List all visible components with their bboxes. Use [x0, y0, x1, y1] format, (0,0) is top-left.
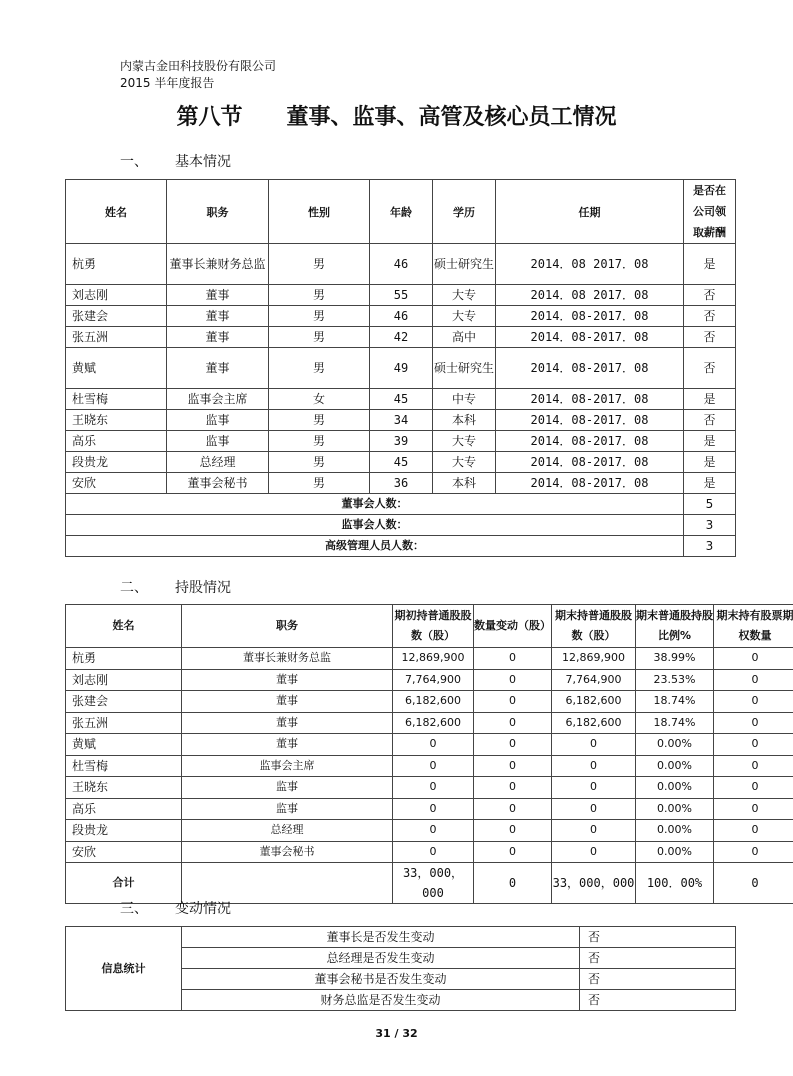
role-cell: 董事 [182, 691, 393, 713]
table-row [66, 648, 793, 670]
change-item-cell: 董事长是否发生变动 [182, 927, 580, 948]
section-number: 二、 [120, 580, 148, 596]
table-row [66, 327, 736, 348]
name-cell: 高乐 [66, 431, 167, 452]
change-cell: 0 [474, 820, 552, 842]
table-row [66, 927, 736, 948]
name-cell: 王晓东 [66, 777, 182, 799]
total-label: 合计 [66, 863, 182, 904]
name-cell: 杜雪梅 [66, 755, 182, 777]
options-cell: 0 [714, 798, 793, 820]
term-cell: 2014．08-2017．08 [496, 327, 684, 348]
education-cell: 本科 [433, 410, 496, 431]
header-cell: 职务 [167, 180, 269, 244]
header-cell: 数量变动（股） [474, 605, 552, 648]
end-shares-cell: 0 [552, 734, 636, 756]
page-title: 第八节 董事、监事、高管及核心员工情况 [176, 105, 617, 130]
change-value-cell: 否 [580, 948, 736, 969]
start-shares-cell: 6,182,600 [393, 691, 474, 713]
change-cell: 0 [474, 712, 552, 734]
header-cell [684, 180, 736, 244]
name-cell: 黄赋 [66, 348, 167, 389]
gender-cell: 男 [269, 348, 370, 389]
change-value-cell: 否 [580, 990, 736, 1011]
change-cell: 0 [474, 691, 552, 713]
total-pct: 100．00% [636, 863, 714, 904]
name-cell: 杭勇 [66, 244, 167, 285]
section-number: 一、 [120, 154, 148, 170]
start-shares-cell: 6,182,600 [393, 712, 474, 734]
role-cell: 董事长兼财务总监 [182, 648, 393, 670]
section-heading-holdings [120, 577, 231, 597]
change-cell: 0 [474, 755, 552, 777]
table-row [66, 691, 793, 713]
options-cell: 0 [714, 777, 793, 799]
percent-cell: 18.74% [636, 712, 714, 734]
table-row [66, 431, 736, 452]
change-cell: 0 [474, 777, 552, 799]
percent-cell: 18.74% [636, 691, 714, 713]
role-cell: 监事 [167, 431, 269, 452]
role-cell: 董事 [182, 712, 393, 734]
name-cell: 张五洲 [66, 712, 182, 734]
info-stats-label: 信息统计 [66, 927, 182, 1011]
salary-cell: 否 [684, 327, 736, 348]
education-cell: 高中 [433, 327, 496, 348]
salary-cell: 是 [684, 473, 736, 494]
start-shares-cell: 0 [393, 755, 474, 777]
table-row [66, 285, 736, 306]
section-title: 基本情况 [175, 154, 231, 170]
table-row [66, 755, 793, 777]
change-cell: 0 [474, 734, 552, 756]
term-cell: 2014．08-2017．08 [496, 452, 684, 473]
table-row [66, 306, 736, 327]
change-value-cell: 否 [580, 927, 736, 948]
company-name: 内蒙古金田科技股份有限公司 [120, 59, 277, 73]
header-cell: 年龄 [370, 180, 433, 244]
table-header-row [66, 605, 793, 648]
header-line: 公司领 [693, 205, 726, 218]
percent-cell: 38.99% [636, 648, 714, 670]
summary-row [66, 494, 736, 515]
name-cell: 张建会 [66, 306, 167, 327]
change-cell: 0 [474, 669, 552, 691]
gender-cell: 男 [269, 327, 370, 348]
salary-cell: 否 [684, 285, 736, 306]
start-shares-cell: 0 [393, 841, 474, 863]
options-cell: 0 [714, 755, 793, 777]
name-cell: 张建会 [66, 691, 182, 713]
role-cell: 董事 [167, 285, 269, 306]
term-cell: 2014．08-2017．08 [496, 410, 684, 431]
age-cell: 46 [370, 306, 433, 327]
education-cell: 本科 [433, 473, 496, 494]
salary-cell: 是 [684, 452, 736, 473]
role-cell: 监事 [167, 410, 269, 431]
name-cell: 黄赋 [66, 734, 182, 756]
term-cell: 2014．08-2017．08 [496, 473, 684, 494]
age-cell: 42 [370, 327, 433, 348]
percent-cell: 23.53% [636, 669, 714, 691]
start-shares-cell: 7,764,900 [393, 669, 474, 691]
education-cell: 硕士研究生 [433, 348, 496, 389]
salary-cell: 否 [684, 348, 736, 389]
name-cell: 安欣 [66, 473, 167, 494]
role-cell: 董事 [167, 306, 269, 327]
role-cell: 董事 [167, 348, 269, 389]
role-cell: 董事 [182, 669, 393, 691]
percent-cell: 0.00% [636, 841, 714, 863]
gender-cell: 男 [269, 306, 370, 327]
section-heading-changes [120, 898, 231, 918]
table-row [66, 798, 793, 820]
role-cell: 监事会主席 [167, 389, 269, 410]
salary-cell: 是 [684, 244, 736, 285]
age-cell: 39 [370, 431, 433, 452]
age-cell: 34 [370, 410, 433, 431]
summary-label: 高级管理人员人数： [66, 536, 684, 557]
options-cell: 0 [714, 691, 793, 713]
percent-cell: 0.00% [636, 798, 714, 820]
start-shares-cell: 12,869,900 [393, 648, 474, 670]
section-number: 三、 [120, 901, 148, 917]
table-row [66, 452, 736, 473]
options-cell: 0 [714, 648, 793, 670]
end-shares-cell: 6,182,600 [552, 712, 636, 734]
summary-row [66, 515, 736, 536]
percent-cell: 0.00% [636, 734, 714, 756]
name-cell: 刘志刚 [66, 285, 167, 306]
percent-cell: 0.00% [636, 820, 714, 842]
name-cell: 王晓东 [66, 410, 167, 431]
section-title: 变动情况 [175, 901, 231, 917]
term-cell: 2014．08-2017．08 [496, 431, 684, 452]
change-item-cell: 董事会秘书是否发生变动 [182, 969, 580, 990]
options-cell: 0 [714, 841, 793, 863]
education-cell: 大专 [433, 452, 496, 473]
table-row [66, 841, 793, 863]
start-shares-cell: 0 [393, 734, 474, 756]
gender-cell: 男 [269, 473, 370, 494]
summary-value: 5 [684, 494, 736, 515]
gender-cell: 女 [269, 389, 370, 410]
role-cell: 总经理 [167, 452, 269, 473]
role-cell: 监事会主席 [182, 755, 393, 777]
name-cell: 段贵龙 [66, 820, 182, 842]
start-shares-cell: 0 [393, 820, 474, 842]
salary-cell: 是 [684, 389, 736, 410]
education-cell: 硕士研究生 [433, 244, 496, 285]
start-shares-cell: 0 [393, 777, 474, 799]
education-cell: 大专 [433, 306, 496, 327]
holdings-table [65, 604, 793, 904]
summary-label: 监事会人数： [66, 515, 684, 536]
table-row [66, 244, 736, 285]
header-line: 取薪酬 [693, 226, 726, 239]
age-cell: 55 [370, 285, 433, 306]
end-shares-cell: 7,764,900 [552, 669, 636, 691]
age-cell: 45 [370, 452, 433, 473]
options-cell: 0 [714, 712, 793, 734]
role-cell: 董事会秘书 [167, 473, 269, 494]
role-cell: 董事 [167, 327, 269, 348]
options-cell: 0 [714, 734, 793, 756]
change-cell: 0 [474, 841, 552, 863]
end-shares-cell: 0 [552, 777, 636, 799]
education-cell: 大专 [433, 431, 496, 452]
role-cell: 董事长兼财务总监 [167, 244, 269, 285]
gender-cell: 男 [269, 410, 370, 431]
table-row [66, 820, 793, 842]
name-cell: 高乐 [66, 798, 182, 820]
basic-info-table [65, 179, 736, 557]
table-row [66, 712, 793, 734]
percent-cell: 0.00% [636, 755, 714, 777]
table-header-row [66, 180, 736, 244]
gender-cell: 男 [269, 244, 370, 285]
term-cell: 2014．08-2017．08 [496, 348, 684, 389]
gender-cell: 男 [269, 285, 370, 306]
section-heading-basic [120, 151, 231, 171]
header-cell: 姓名 [66, 605, 182, 648]
options-cell: 0 [714, 669, 793, 691]
age-cell: 45 [370, 389, 433, 410]
role-cell: 董事 [182, 734, 393, 756]
options-cell: 0 [714, 820, 793, 842]
name-cell: 安欣 [66, 841, 182, 863]
table-row [66, 777, 793, 799]
end-shares-cell: 12,869,900 [552, 648, 636, 670]
header-cell: 期末持有股票期权数量 [714, 605, 793, 648]
age-cell: 49 [370, 348, 433, 389]
change-cell: 0 [474, 798, 552, 820]
table-row [66, 348, 736, 389]
header-cell: 姓名 [66, 180, 167, 244]
term-cell: 2014．08-2017．08 [496, 306, 684, 327]
role-cell: 监事 [182, 777, 393, 799]
end-shares-cell: 0 [552, 798, 636, 820]
header-cell: 任期 [496, 180, 684, 244]
name-cell: 刘志刚 [66, 669, 182, 691]
end-shares-cell: 0 [552, 841, 636, 863]
table-row [66, 669, 793, 691]
name-cell: 段贵龙 [66, 452, 167, 473]
role-cell: 总经理 [182, 820, 393, 842]
changes-table [65, 926, 736, 1011]
header-cell: 期末普通股持股比例% [636, 605, 714, 648]
section-title: 持股情况 [175, 580, 231, 596]
percent-cell: 0.00% [636, 777, 714, 799]
change-cell: 0 [474, 648, 552, 670]
end-shares-cell: 0 [552, 755, 636, 777]
salary-cell: 否 [684, 306, 736, 327]
header-cell: 期初持普通股股数（股） [393, 605, 474, 648]
salary-cell: 否 [684, 410, 736, 431]
role-cell: 监事 [182, 798, 393, 820]
term-cell: 2014．08-2017．08 [496, 389, 684, 410]
summary-row [66, 536, 736, 557]
header-cell: 学历 [433, 180, 496, 244]
change-item-cell: 总经理是否发生变动 [182, 948, 580, 969]
gender-cell: 男 [269, 452, 370, 473]
name-cell: 杜雪梅 [66, 389, 167, 410]
name-cell: 杭勇 [66, 648, 182, 670]
header-cell: 性别 [269, 180, 370, 244]
change-value-cell: 否 [580, 969, 736, 990]
gender-cell: 男 [269, 431, 370, 452]
table-row [66, 389, 736, 410]
role-cell: 董事会秘书 [182, 841, 393, 863]
header-line: 是否在 [693, 184, 726, 197]
summary-value: 3 [684, 536, 736, 557]
page-number: 31 / 32 [375, 1027, 418, 1040]
education-cell: 中专 [433, 389, 496, 410]
header-cell: 职务 [182, 605, 393, 648]
salary-cell: 是 [684, 431, 736, 452]
age-cell: 46 [370, 244, 433, 285]
end-shares-cell: 0 [552, 820, 636, 842]
summary-value: 3 [684, 515, 736, 536]
total-change: 0 [474, 863, 552, 904]
change-item-cell: 财务总监是否发生变动 [182, 990, 580, 1011]
total-options: 0 [714, 863, 793, 904]
name-cell: 张五洲 [66, 327, 167, 348]
start-shares-cell: 0 [393, 798, 474, 820]
table-row [66, 734, 793, 756]
end-shares-cell: 6,182,600 [552, 691, 636, 713]
total-end: 33，000，000 [552, 863, 636, 904]
header-cell: 期末持普通股股数（股） [552, 605, 636, 648]
total-start: 33，000，000 [393, 863, 474, 904]
age-cell: 36 [370, 473, 433, 494]
summary-label: 董事会人数： [66, 494, 684, 515]
education-cell: 大专 [433, 285, 496, 306]
table-row [66, 410, 736, 431]
term-cell: 2014．08 2017．08 [496, 244, 684, 285]
table-row [66, 473, 736, 494]
report-name: 2015 半年度报告 [120, 76, 215, 90]
term-cell: 2014．08 2017．08 [496, 285, 684, 306]
